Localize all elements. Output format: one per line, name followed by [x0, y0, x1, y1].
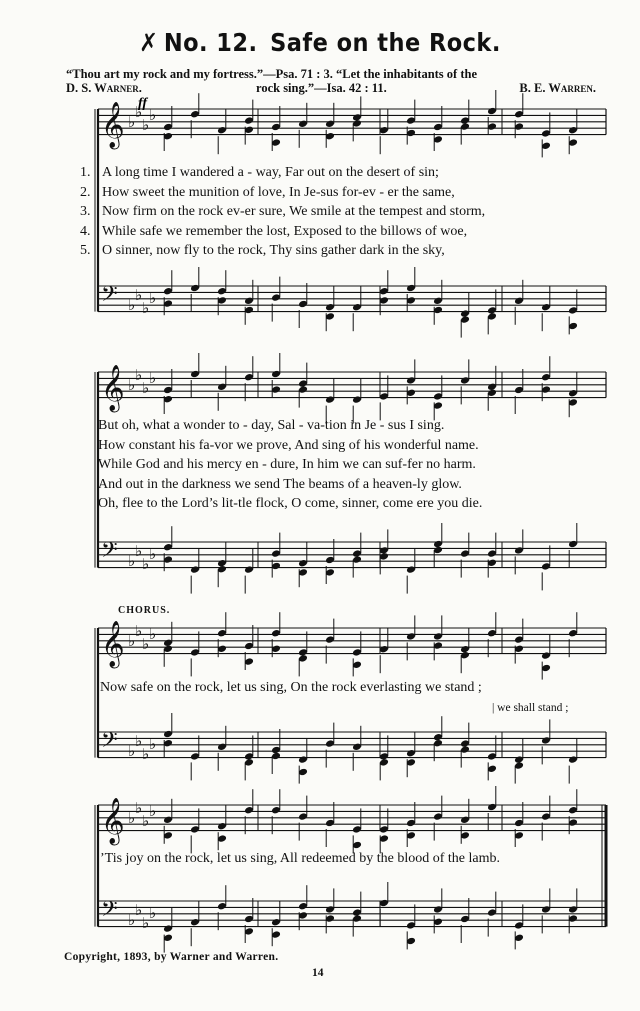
page-number: 14 — [312, 967, 324, 979]
verse-line: 1. A long time I wandered a - way, Far out on the desert of sin; — [80, 165, 439, 180]
svg-text:♭: ♭ — [128, 911, 136, 929]
chorus-line-2: ’Tis joy on the rock, let us sing, All redeemed by the blood of the lamb. — [100, 851, 500, 866]
verse-line: But oh, what a wonder to - day, Sal - va-tion in Je - sus I sing. — [98, 418, 445, 433]
verse-line: 3. Now firm on the rock ev-er sure, We smile at the tempest and storm, — [80, 204, 486, 219]
scripture-line-1: “Thou art my rock and my fortress.”—Psa. 71 : 3. “Let the inhabitants of the — [66, 67, 477, 81]
scripture-line-2: rock sing.”—Isa. 42 : 11. — [256, 81, 387, 95]
svg-text:♭: ♭ — [149, 369, 157, 387]
svg-text:♭: ♭ — [142, 555, 150, 573]
svg-text:♭: ♭ — [142, 635, 150, 653]
verse-line: 4. While safe we remember the lost, Exposed to the billows of woe, — [80, 223, 468, 239]
svg-text:♭: ♭ — [135, 103, 143, 121]
svg-text:♭: ♭ — [128, 376, 136, 394]
svg-text:♭: ♭ — [142, 299, 150, 317]
svg-text:♭: ♭ — [135, 732, 143, 750]
svg-text:♭: ♭ — [142, 914, 150, 932]
verse-block-1 — [80, 163, 485, 261]
bass-part-note: | we shall stand ; — [492, 702, 569, 714]
svg-text:♭: ♭ — [128, 632, 136, 650]
svg-text:𝄞: 𝄞 — [101, 365, 125, 411]
svg-text:𝄢: 𝄢 — [101, 538, 118, 568]
verse-line: 5. O sinner, now fly to the rock, Thy sins gather dark in the sky, — [80, 243, 445, 258]
svg-text:♭: ♭ — [149, 289, 157, 307]
verse-line: While God and his mercy en - dure, In him we can suf-fer no harm. — [98, 457, 476, 472]
verse-line: And out in the darkness we send The beams of a heaven-ly glow. — [98, 476, 462, 492]
svg-text:♭: ♭ — [128, 113, 136, 131]
svg-text:♭: ♭ — [135, 622, 143, 640]
svg-text:♭: ♭ — [142, 745, 150, 763]
svg-text:♭: ♭ — [149, 904, 157, 922]
svg-text:♭: ♭ — [149, 545, 157, 563]
verse-block-2 — [98, 416, 482, 514]
words-author: D. S. Warner. — [66, 81, 142, 95]
svg-text:♭: ♭ — [128, 742, 136, 760]
dynamic-mark: ff — [138, 96, 148, 111]
svg-text:𝄢: 𝄢 — [101, 728, 118, 758]
svg-text:♭: ♭ — [142, 379, 150, 397]
hymn-name: Safe on the Rock. — [270, 28, 501, 57]
svg-text:♭: ♭ — [128, 809, 136, 827]
svg-text:𝄞: 𝄞 — [101, 102, 125, 148]
copyright: Copyright, 1893, by Warner and Warren. — [64, 951, 279, 963]
svg-text:𝄞: 𝄞 — [101, 621, 125, 667]
svg-text:♭: ♭ — [149, 106, 157, 124]
music-author: B. E. Warren. — [519, 81, 596, 95]
svg-text:𝄞: 𝄞 — [101, 798, 125, 844]
svg-text:♭: ♭ — [135, 286, 143, 304]
svg-text:♭: ♭ — [128, 296, 136, 314]
chorus-line-1: Now safe on the rock, let us sing, On the rock everlasting we stand ; — [100, 680, 482, 695]
verse-line: Oh, flee to the Lord’s lit-tle flock, O come, sinner, come ere you die. — [98, 496, 483, 511]
svg-text:♭: ♭ — [142, 812, 150, 830]
verse-line: How constant his fa-vor we prove, And sing of his wonderful name. — [98, 437, 479, 453]
svg-text:♭: ♭ — [135, 799, 143, 817]
svg-text:𝄢: 𝄢 — [101, 282, 118, 312]
svg-text:♭: ♭ — [135, 901, 143, 919]
svg-text:♭: ♭ — [149, 802, 157, 820]
chorus-label: CHORUS. — [118, 605, 171, 616]
svg-text:𝄢: 𝄢 — [101, 897, 118, 927]
check-mark-icon: ✗ — [139, 28, 159, 57]
hymn-number: No. 12. — [163, 28, 258, 57]
svg-text:♭: ♭ — [149, 625, 157, 643]
svg-text:♭: ♭ — [142, 116, 150, 134]
svg-text:♭: ♭ — [135, 366, 143, 384]
verse-line: 2. How sweet the munition of love, In Je-sus for-ev - er the same, — [80, 184, 455, 200]
svg-text:♭: ♭ — [149, 735, 157, 753]
svg-text:♭: ♭ — [128, 552, 136, 570]
svg-text:♭: ♭ — [135, 542, 143, 560]
